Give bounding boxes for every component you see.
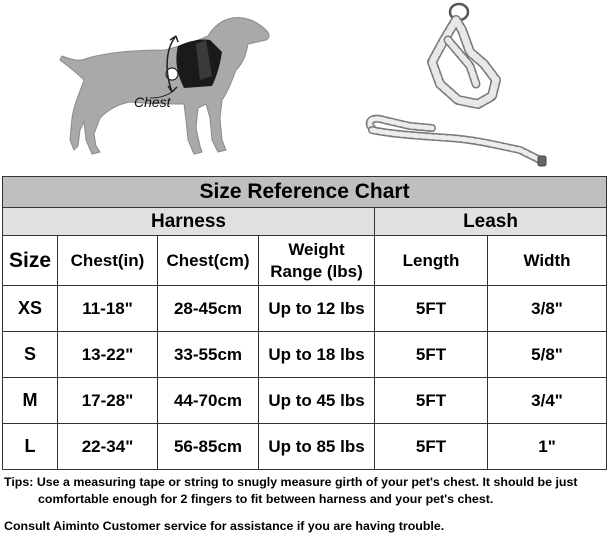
table-row — [3, 424, 607, 470]
tips-line-1: Tips: Use a measuring tape or string to snugly measure girth of your pet's chest. It should be just — [4, 475, 578, 489]
chest-cm-cell: 44-70cm — [158, 378, 259, 424]
chest-in-cell: 17-28" — [58, 378, 158, 424]
width-cell: 5/8" — [488, 332, 607, 378]
tips-line-2: comfortable enough for 2 fingers to fit between harness and your pet's chest. — [38, 492, 494, 506]
size-cell: XS — [3, 286, 58, 332]
width-cell: 3/8" — [488, 286, 607, 332]
harness-group-header: Harness — [3, 208, 375, 236]
chest-in-cell: 22-34" — [58, 424, 158, 470]
product-illustration — [0, 0, 608, 178]
width-column-header: Width — [488, 236, 607, 286]
length-cell: 5FT — [375, 332, 488, 378]
weight-column-header — [259, 236, 375, 286]
chest-cm-cell: 28-45cm — [158, 286, 259, 332]
chest-in-column-header: Chest(in) — [58, 236, 158, 286]
chest-in-cell: 13-22" — [58, 332, 158, 378]
size-column-header: Size — [3, 236, 58, 286]
weight-cell: Up to 85 lbs — [259, 424, 375, 470]
size-cell: S — [3, 332, 58, 378]
tips-note — [4, 474, 606, 508]
weight-header-line2: Range (lbs) — [270, 261, 363, 281]
consult-note: Consult Aiminto Customer service for assistance if you are having trouble. — [4, 519, 445, 533]
dog-illustration — [60, 18, 269, 154]
length-column-header: Length — [375, 236, 488, 286]
chest-cm-cell: 56-85cm — [158, 424, 259, 470]
chest-in-cell: 11-18" — [58, 286, 158, 332]
chest-cm-cell: 33-55cm — [158, 332, 259, 378]
harness-leash-product — [370, 4, 546, 166]
length-cell: 5FT — [375, 378, 488, 424]
table-row — [3, 332, 607, 378]
weight-cell: Up to 45 lbs — [259, 378, 375, 424]
leash-group-header: Leash — [375, 208, 607, 236]
weight-cell: Up to 18 lbs — [259, 332, 375, 378]
size-chart — [2, 176, 607, 470]
weight-header-line1: Weight — [288, 239, 345, 259]
chest-cm-column-header: Chest(cm) — [158, 236, 259, 286]
size-cell: M — [3, 378, 58, 424]
weight-cell: Up to 12 lbs — [259, 286, 375, 332]
chest-label: Chest — [134, 94, 171, 110]
length-cell: 5FT — [375, 286, 488, 332]
size-cell: L — [3, 424, 58, 470]
length-cell: 5FT — [375, 424, 488, 470]
width-cell: 3/4" — [488, 378, 607, 424]
table-row — [3, 286, 607, 332]
width-cell: 1" — [488, 424, 607, 470]
chart-title: Size Reference Chart — [3, 177, 607, 208]
table-row — [3, 378, 607, 424]
